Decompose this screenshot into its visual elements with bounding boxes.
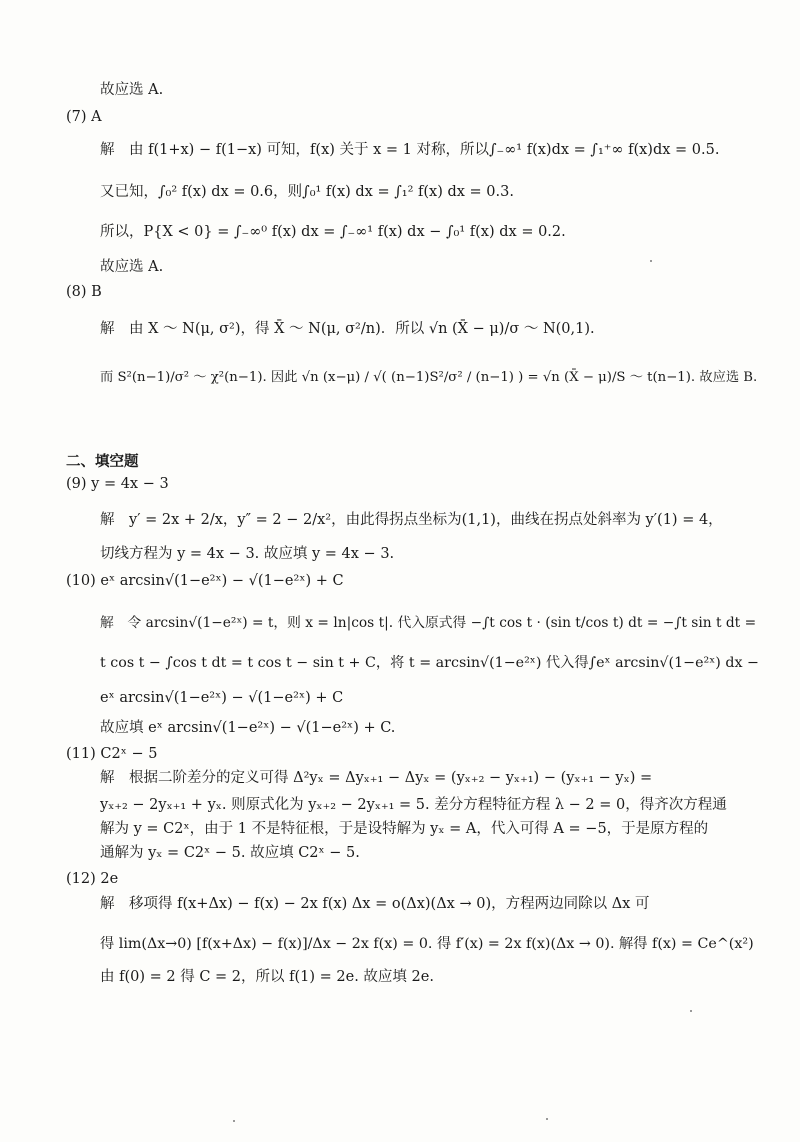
- text-line: 通解为 yₓ = C2ˣ − 5. 故应填 C2ˣ − 5.: [100, 845, 360, 861]
- answer-heading: (11) C2ˣ − 5: [66, 746, 158, 762]
- text-line: 解 由 X ～ N(μ, σ²)，得 X̄ ～ N(μ, σ²/n)．所以 √n (X̄ − μ)/σ ～ N(0,1).: [100, 321, 595, 337]
- text-line: 所以，P{X < 0} = ∫₋∞⁰ f(x) dx = ∫₋∞¹ f(x) dx − ∫₀¹ f(x) dx = 0.2.: [100, 224, 566, 240]
- text-line: t cos t − ∫cos t dt = t cos t − sin t + C，将 t = arcsin√(1−e²ˣ) 代入得∫eˣ arcsin√(1−e²ˣ) dx −: [100, 655, 759, 671]
- text-line: 又已知，∫₀² f(x) dx = 0.6，则∫₀¹ f(x) dx = ∫₁² f(x) dx = 0.3.: [100, 184, 514, 200]
- text-line: yₓ₊₂ − 2yₓ₊₁ + yₓ. 则原式化为 yₓ₊₂ − 2yₓ₊₁ = 5. 差分方程特征方程 λ − 2 = 0，得齐次方程通: [100, 797, 727, 813]
- text-line: 故应填 eˣ arcsin√(1−e²ˣ) − √(1−e²ˣ) + C.: [100, 720, 396, 736]
- text-line: 解 根据二阶差分的定义可得 Δ²yₓ = Δyₓ₊₁ − Δyₓ = (yₓ₊₂ − yₓ₊₁) − (yₓ₊₁ − yₓ) =: [100, 770, 653, 786]
- text-line: 解 由 f(1+x) − f(1−x) 可知，f(x) 关于 x = 1 对称，所以∫₋∞¹ f(x)dx = ∫₁⁺∞ f(x)dx = 0.5.: [100, 142, 720, 158]
- answer-heading: (7) A: [66, 109, 102, 125]
- scan-speck: [650, 260, 652, 262]
- section-title: 二、填空题: [66, 453, 139, 470]
- text-line: 解 y′ = 2x + 2/x，y″ = 2 − 2/x²，由此得拐点坐标为(1,1)，曲线在拐点处斜率为 y′(1) = 4，: [100, 512, 723, 528]
- text-line: 切线方程为 y = 4x − 3. 故应填 y = 4x − 3.: [100, 546, 395, 562]
- answer-heading: (12) 2e: [66, 871, 119, 887]
- scan-speck: [233, 1120, 235, 1122]
- text-line: 解 移项得 f(x+Δx) − f(x) − 2x f(x) Δx = o(Δx)(Δx → 0)，方程两边同除以 Δx 可: [100, 896, 650, 912]
- text-line: 由 f(0) = 2 得 C = 2，所以 f(1) = 2e. 故应填 2e.: [100, 969, 434, 985]
- scan-speck: [546, 1118, 548, 1120]
- answer-heading: (8) B: [66, 284, 102, 300]
- text-line: 故应选 A.: [100, 259, 164, 275]
- text-line: 得 lim(Δx→0) [f(x+Δx) − f(x)]/Δx − 2x f(x) = 0. 得 f′(x) = 2x f(x)(Δx → 0). 解得 f(x) = Ce^(x²): [100, 936, 754, 952]
- text-line: 而 S²(n−1)/σ² ～ χ²(n−1). 因此 √n (x−μ) / √( (n−1)S²/σ² / (n−1) ) = √n (X̄ − μ)/S ～ t(n−1). 故应选 B.: [100, 370, 758, 385]
- answer-heading: (10) eˣ arcsin√(1−e²ˣ) − √(1−e²ˣ) + C: [66, 573, 344, 589]
- text-line: eˣ arcsin√(1−e²ˣ) − √(1−e²ˣ) + C: [100, 690, 344, 706]
- text-line: 解 令 arcsin√(1−e²ˣ) = t，则 x = ln|cos t|. 代入原式得 −∫t cos t · (sin t/cos t) dt = −∫t sin t dt =: [100, 615, 757, 631]
- text-line: 解为 y = C2ˣ，由于 1 不是特征根，于是设特解为 yₓ = A，代入可得 A = −5，于是原方程的: [100, 821, 709, 837]
- text-line: 故应选 A.: [100, 82, 164, 98]
- answer-heading: (9) y = 4x − 3: [66, 476, 169, 492]
- scan-speck: [690, 1010, 692, 1012]
